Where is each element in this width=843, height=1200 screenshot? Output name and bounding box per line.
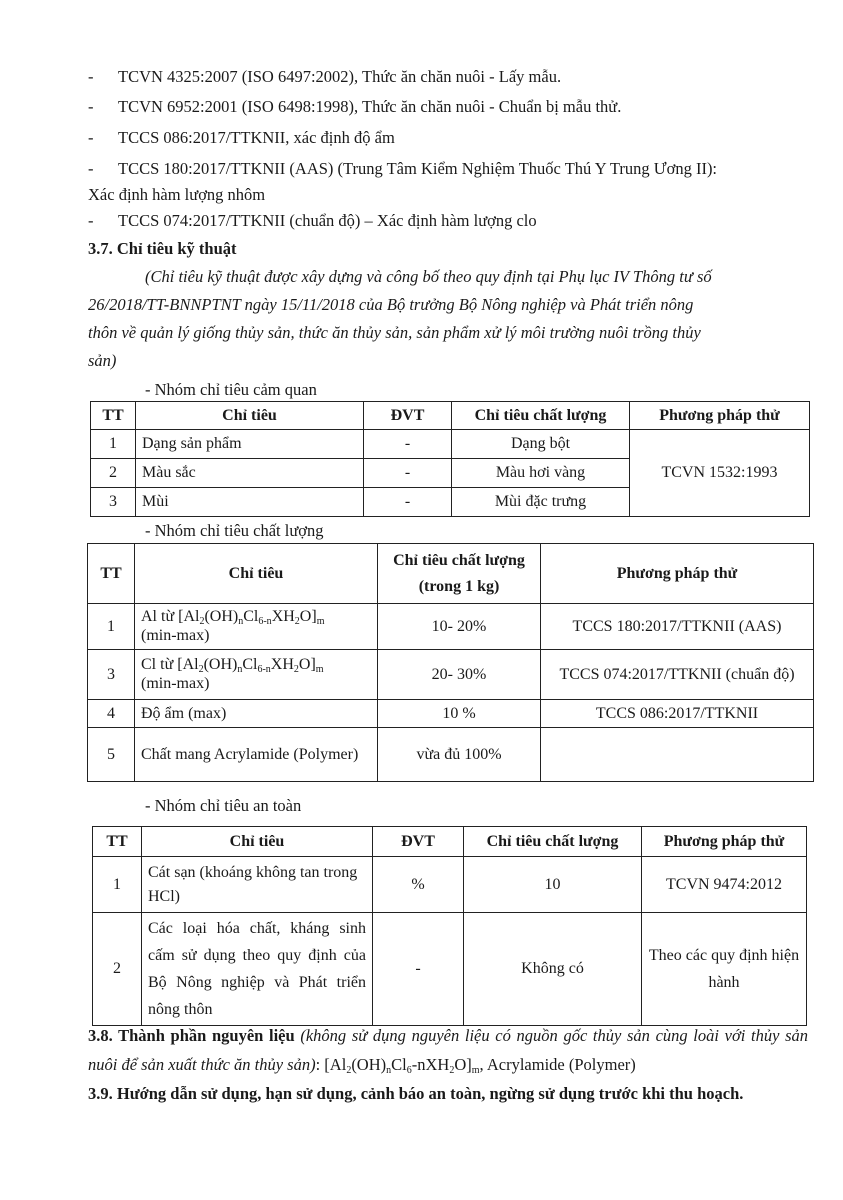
group-label: - Nhóm chỉ tiêu chất lượng — [145, 521, 324, 540]
cell-quality: 10- 20% — [378, 604, 541, 650]
cell-name: Cát sạn (khoáng không tan trong HCl) — [142, 857, 373, 913]
column-header: Phương pháp thử — [642, 827, 807, 857]
standard-item: - TCCS 074:2017/TTKNII (chuẩn độ) – Xác định hàm lượng clo — [88, 211, 537, 230]
group-label: - Nhóm chỉ tiêu cảm quan — [145, 380, 317, 399]
section-38-paragraph — [88, 1021, 808, 1085]
column-header: Chỉ tiêu chất lượng — [464, 827, 642, 857]
cell-quality: vừa đủ 100% — [378, 728, 541, 782]
cell-method: TCVN 1532:1993 — [630, 430, 810, 517]
standard-text: TCVN 4325:2007 (ISO 6497:2002), Thức ăn chăn nuôi - Lấy mẫu. — [118, 67, 562, 86]
standard-item: - TCCS 086:2017/TTKNII, xác định độ ẩm — [88, 128, 395, 147]
column-header: ĐVT — [364, 402, 452, 430]
column-header: Phương pháp thử — [630, 402, 810, 430]
cell-method — [541, 728, 814, 782]
cell-method: TCVN 9474:2012 — [642, 857, 807, 913]
standard-item: - TCCS 180:2017/TTKNII (AAS) (Trung Tâm Kiểm Nghiệm Thuốc Thú Y Trung Ương II): — [88, 159, 718, 178]
cell-name: Mùi — [136, 488, 364, 517]
cell-tt: 1 — [91, 430, 136, 459]
table-row — [88, 700, 814, 728]
standard-text: TCCS 086:2017/TTKNII, xác định độ ẩm — [118, 128, 395, 147]
table-row — [93, 913, 807, 1026]
cell-tt: 5 — [88, 728, 135, 782]
table-row — [91, 430, 810, 459]
cell-name: Al từ $[Al_2(OH)_nCl_{6-n}XH_2O]_m$ (min-max) — [135, 604, 378, 650]
standard-item: - TCVN 4325:2007 (ISO 6497:2002), Thức ăn chăn nuôi - Lấy mẫu. — [88, 67, 562, 86]
section-heading: 3.7. Chỉ tiêu kỹ thuật — [88, 239, 237, 258]
cell-tt: 2 — [93, 913, 142, 1026]
standard-text: TCVN 6952:2001 (ISO 6498:1998), Thức ăn chăn nuôi - Chuẩn bị mẫu thử. — [118, 97, 622, 116]
column-header: TT — [91, 402, 136, 430]
table-row — [88, 728, 814, 782]
cell-quality: Không có — [464, 913, 642, 1026]
cell-name: Các loại hóa chất, kháng sinh cấm sử dụng theo quy định của Bộ Nông nghiệp và Phát triển nông thôn — [142, 913, 373, 1026]
cell-unit: - — [373, 913, 464, 1026]
column-header: Chỉ tiêu — [136, 402, 364, 430]
cell-quality: 10 — [464, 857, 642, 913]
cell-tt: 2 — [91, 459, 136, 488]
cell-unit: - — [364, 459, 452, 488]
cell-name: Cl từ $[Al_2(OH)_nCl_{6-n}XH_2O]_m$ (min-max) — [135, 650, 378, 700]
section-heading: 3.8. Thành phần nguyên liệu — [88, 1026, 295, 1045]
section-note: (không sử dụng nguyên liệu có nguồn gốc thủy sản cùng loài với thủy sản nuôi để sản xuất thức ăn thủy sản) — [88, 1026, 809, 1074]
cell-tt: 4 — [88, 700, 135, 728]
note-line: (Chỉ tiêu kỹ thuật được xây dựng và công bố theo quy định tại Phụ lục IV Thông tư số — [145, 267, 712, 286]
cell-name: Màu sắc — [136, 459, 364, 488]
cell-tt: 3 — [91, 488, 136, 517]
standard-item: - TCVN 6952:2001 (ISO 6498:1998), Thức ăn chăn nuôi - Chuẩn bị mẫu thử. — [88, 97, 622, 116]
table-row — [88, 604, 814, 650]
note-line: 26/2018/TT-BNNPTNT ngày 15/11/2018 của Bộ trưởng Bộ Nông nghiệp và Phát triển nông — [88, 295, 694, 314]
standard-text: TCCS 074:2017/TTKNII (chuẩn độ) – Xác định hàm lượng clo — [118, 211, 537, 230]
column-header: Chỉ tiêu — [142, 827, 373, 857]
cell-method: Theo các quy định hiện hành — [642, 913, 807, 1026]
quality-table — [87, 543, 814, 782]
cell-name: Dạng sản phẩm — [136, 430, 364, 459]
standard-item-continued — [88, 184, 265, 206]
standard-text: Xác định hàm lượng nhôm — [88, 185, 266, 204]
column-header: Chỉ tiêu — [135, 544, 378, 604]
safety-table — [92, 826, 807, 1026]
section-heading: 3.9. Hướng dẫn sử dụng, hạn sử dụng, cảnh báo an toàn, ngừng sử dụng trước khi thu hoạch. — [88, 1084, 744, 1103]
column-header: Chỉ tiêu chất lượng — [452, 402, 630, 430]
column-header: ĐVT — [373, 827, 464, 857]
table-row — [88, 650, 814, 700]
cell-quality: Mùi đặc trưng — [452, 488, 630, 517]
ingredients-text: : $[Al_2(OH)_nCl_6-nXH_2O]_m$, Acrylamide (Polymer) — [315, 1055, 636, 1076]
cell-unit: - — [364, 430, 452, 459]
column-header: TT — [88, 544, 135, 604]
cell-unit: - — [364, 488, 452, 517]
table-row — [93, 857, 807, 913]
cell-tt: 1 — [88, 604, 135, 650]
cell-method: TCCS 180:2017/TTKNII (AAS) — [541, 604, 814, 650]
cell-quality: 10 % — [378, 700, 541, 728]
column-header: TT — [93, 827, 142, 857]
standard-text: TCCS 180:2017/TTKNII (AAS) (Trung Tâm Kiểm Nghiệm Thuốc Thú Y Trung Ương II): — [118, 159, 718, 178]
cell-quality: 20- 30% — [378, 650, 541, 700]
cell-quality: Dạng bột — [452, 430, 630, 459]
cell-tt: 3 — [88, 650, 135, 700]
column-header: Chỉ tiêu chất lượng (trong 1 kg) — [378, 544, 541, 604]
name-suffix: (min-max) — [141, 627, 210, 644]
column-header: Phương pháp thử — [541, 544, 814, 604]
cell-quality: Màu hơi vàng — [452, 459, 630, 488]
cell-unit: % — [373, 857, 464, 913]
cell-method: TCCS 086:2017/TTKNII — [541, 700, 814, 728]
cell-name: Độ ẩm (max) — [135, 700, 378, 728]
cell-tt: 1 — [93, 857, 142, 913]
name-prefix: Al từ — [141, 608, 179, 625]
cell-method: TCCS 074:2017/TTKNII (chuẩn độ) — [541, 650, 814, 700]
cell-name: Chất mang Acrylamide (Polymer) — [135, 728, 378, 782]
name-prefix: Cl từ — [141, 656, 178, 673]
group-label: - Nhóm chỉ tiêu an toàn — [145, 796, 302, 815]
note-line: thôn về quản lý giống thủy sản, thức ăn thủy sản, sản phẩm xử lý môi trường nuôi trồng thủy — [88, 323, 701, 342]
sensory-table — [90, 401, 810, 517]
name-suffix: (min-max) — [141, 675, 210, 692]
note-line: sản) — [88, 351, 117, 370]
